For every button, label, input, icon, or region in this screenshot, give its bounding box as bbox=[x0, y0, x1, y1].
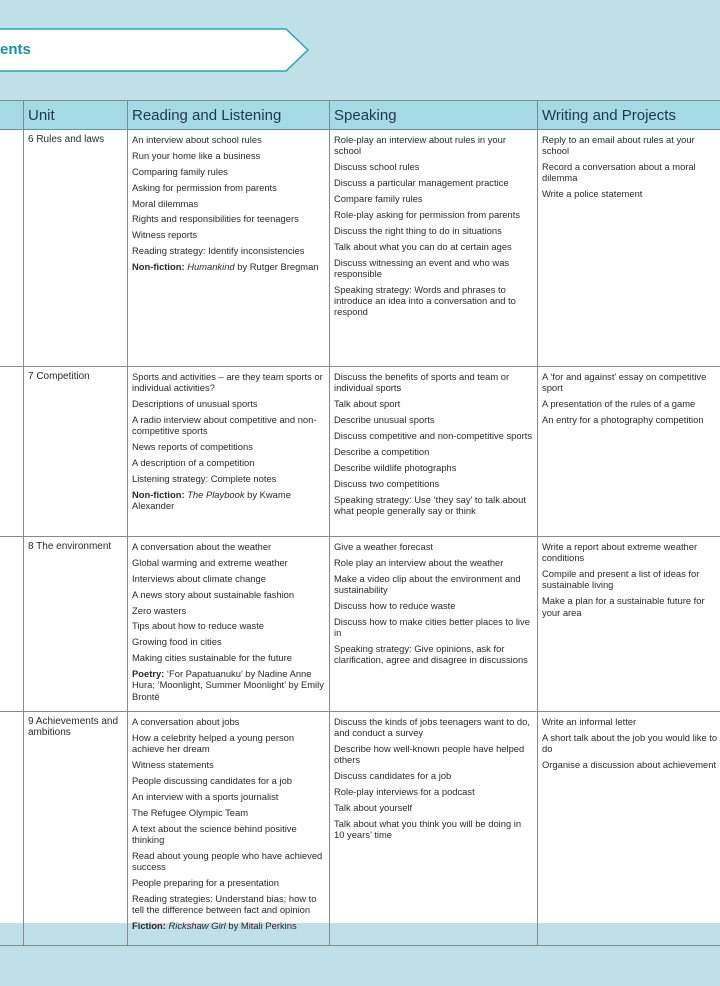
list-item: Write an informal letter bbox=[542, 716, 637, 727]
reading-cell bbox=[128, 367, 330, 537]
list-item: Discuss two competitions bbox=[334, 477, 440, 489]
list-item: Role-play interviews for a podcast bbox=[334, 786, 475, 798]
list-item: Give a weather forecast bbox=[334, 541, 434, 552]
list-item: Role-play an interview about rules in your school bbox=[334, 134, 506, 157]
list-item: People preparing for a presentation bbox=[132, 877, 279, 889]
literature-label: Fiction: bbox=[132, 920, 166, 932]
list-item: Reply to an email about rules at your school bbox=[542, 134, 695, 157]
list-item: Listening strategy: Complete notes bbox=[132, 473, 277, 485]
list-item: Growing food in cities bbox=[132, 636, 222, 648]
list-item: A conversation about the weather bbox=[132, 541, 272, 552]
list-item: A ‘for and against’ essay on competitive sport bbox=[542, 371, 707, 394]
unit-cell: 6 Rules and laws bbox=[24, 130, 128, 367]
list-item: Compare family rules bbox=[334, 192, 423, 204]
literature-item bbox=[132, 668, 325, 702]
list-item: Talk about sport bbox=[334, 398, 401, 410]
list-item: Describe unusual sports bbox=[334, 414, 435, 426]
list-item: Discuss witnessing an event and who was responsible bbox=[334, 256, 510, 279]
list-item: A conversation about jobs bbox=[132, 716, 240, 727]
list-item: Discuss the right thing to do in situations bbox=[334, 224, 502, 236]
list-item: Global warming and extreme weather bbox=[132, 556, 288, 568]
list-item: Discuss a particular management practice bbox=[334, 177, 509, 189]
list-item: Run your home like a business bbox=[132, 149, 261, 161]
list-item: Record a conversation about a moral dilemma bbox=[542, 161, 696, 184]
list-item: The Refugee Olympic Team bbox=[132, 806, 249, 818]
section-banner bbox=[0, 28, 310, 72]
list-item: An interview with a sports journalist bbox=[132, 790, 279, 802]
list-item: A short talk about the job you would like to do bbox=[542, 731, 718, 755]
unit-cell: 7 Competition bbox=[24, 367, 128, 537]
writing-cell bbox=[538, 537, 720, 712]
week-cell bbox=[0, 537, 24, 712]
week-cell bbox=[0, 130, 24, 367]
list-item: Speaking strategy: Words and phrases to introduce an idea into a conversation and to respond bbox=[334, 283, 516, 318]
list-item: Write a police statement bbox=[542, 188, 643, 200]
literature-author: by Kwame Alexander bbox=[132, 488, 291, 512]
table-row bbox=[0, 712, 720, 946]
literature-author: by Rutger Bregman bbox=[234, 261, 319, 273]
list-item: Discuss how to make cities better places to live in bbox=[334, 615, 530, 639]
week-cell bbox=[0, 712, 24, 946]
list-item: People discussing candidates for a job bbox=[132, 774, 292, 786]
literature-item bbox=[132, 489, 325, 512]
literature-item bbox=[132, 920, 325, 931]
list-item: Organise a discussion about achievement bbox=[542, 759, 717, 771]
literature-label: Non-fiction: bbox=[132, 488, 185, 500]
speaking-cell bbox=[330, 537, 538, 712]
banner-title: ents bbox=[0, 41, 31, 58]
contents-table bbox=[0, 100, 720, 946]
list-item: Discuss school rules bbox=[334, 161, 420, 173]
list-item: Discuss the kinds of jobs teenagers want to do, and conduct a survey bbox=[334, 716, 530, 739]
reading-cell bbox=[128, 537, 330, 712]
list-item: Reading strategies: Understand bias; how to tell the difference between fact and opinion bbox=[132, 892, 317, 916]
list-item: Speaking strategy: Use ‘they say’ to talk about what people generally say or think bbox=[334, 493, 526, 516]
list-item: A description of a competition bbox=[132, 457, 255, 469]
header-unit: Unit bbox=[24, 101, 128, 130]
list-item: An entry for a photography competition bbox=[542, 414, 704, 426]
list-item: Tips about how to reduce waste bbox=[132, 620, 265, 632]
reading-cell bbox=[128, 712, 330, 946]
literature-title: Rickshaw Girl bbox=[168, 920, 226, 932]
list-item: Making cities sustainable for the future bbox=[132, 652, 292, 664]
list-item: Role-play asking for permission from parents bbox=[334, 208, 521, 220]
literature-item bbox=[132, 261, 325, 272]
list-item: Speaking strategy: Give opinions, ask for clarification, agree and disagree in discussions bbox=[334, 643, 528, 666]
list-item: Talk about what you can do at certain ages bbox=[334, 240, 512, 252]
list-item: Interviews about climate change bbox=[132, 572, 266, 584]
list-item: Discuss competitive and non-competitive sports bbox=[334, 429, 533, 441]
writing-cell bbox=[538, 130, 720, 367]
literature-title: The Playbook bbox=[187, 488, 245, 500]
table-row bbox=[0, 130, 720, 367]
speaking-cell bbox=[330, 367, 538, 537]
list-item: Describe how well-known people have helped others bbox=[334, 743, 525, 766]
unit-cell: 8 The environment bbox=[24, 537, 128, 712]
list-item: Talk about yourself bbox=[334, 802, 413, 814]
list-item: Discuss the benefits of sports and team or individual sports bbox=[334, 371, 510, 394]
list-item: Witness reports bbox=[132, 229, 198, 241]
list-item: News reports of competitions bbox=[132, 441, 253, 453]
literature-label: Non-fiction: bbox=[132, 261, 185, 273]
list-item: Talk about what you think you will be doing in 10 years’ time bbox=[334, 818, 522, 841]
list-item: Moral dilemmas bbox=[132, 197, 199, 209]
writing-cell bbox=[538, 367, 720, 537]
list-item: Describe wildlife photographs bbox=[334, 461, 457, 473]
speaking-cell bbox=[330, 712, 538, 946]
header-speaking: Speaking bbox=[330, 101, 538, 130]
list-item: A news story about sustainable fashion bbox=[132, 588, 295, 600]
literature-label: Poetry: bbox=[132, 668, 165, 680]
header-writing: Writing and Projects bbox=[538, 101, 720, 130]
list-item: Write a report about extreme weather conditions bbox=[542, 541, 698, 564]
list-item: Descriptions of unusual sports bbox=[132, 398, 258, 410]
list-item: Sports and activities – are they team sports or individual activities? bbox=[132, 371, 323, 394]
contents-page bbox=[0, 100, 720, 932]
list-item: How a celebrity helped a young person achieve her dream bbox=[132, 731, 295, 755]
list-item: Role play an interview about the weather bbox=[334, 556, 504, 568]
header-reading: Reading and Listening bbox=[128, 101, 330, 130]
list-item: Compile and present a list of ideas for sustainable living bbox=[542, 568, 700, 591]
list-item: Reading strategy: Identify inconsistencies bbox=[132, 245, 305, 257]
list-item: Discuss how to reduce waste bbox=[334, 599, 456, 611]
literature-title: Humankind bbox=[187, 261, 235, 273]
list-item: Discuss candidates for a job bbox=[334, 770, 452, 782]
list-item: Make a video clip about the environment and sustainability bbox=[334, 572, 521, 596]
reading-cell bbox=[128, 130, 330, 367]
literature-author: by Mitali Perkins bbox=[225, 920, 297, 932]
list-item: A radio interview about competitive and non-competitive sports bbox=[132, 414, 317, 437]
unit-cell: 9 Achievements and ambitions bbox=[24, 712, 128, 946]
list-item: Comparing family rules bbox=[132, 165, 228, 177]
table-row bbox=[0, 367, 720, 537]
week-cell bbox=[0, 367, 24, 537]
list-item: Asking for permission from parents bbox=[132, 181, 277, 193]
list-item: A text about the science behind positive thinking bbox=[132, 822, 297, 845]
list-item: Zero wasters bbox=[132, 604, 187, 616]
banner-arrow-shape bbox=[0, 28, 310, 72]
list-item: A presentation of the rules of a game bbox=[542, 398, 696, 410]
list-item: Witness statements bbox=[132, 759, 214, 771]
list-item: Describe a competition bbox=[334, 445, 430, 457]
table-row bbox=[0, 537, 720, 712]
writing-cell bbox=[538, 712, 720, 946]
list-item: An interview about school rules bbox=[132, 134, 262, 145]
list-item: Rights and responsibilities for teenagers bbox=[132, 213, 299, 225]
list-item: Make a plan for a sustainable future for your area bbox=[542, 595, 705, 618]
header-row bbox=[0, 101, 720, 130]
speaking-cell bbox=[330, 130, 538, 367]
header-week bbox=[0, 101, 24, 130]
list-item: Read about young people who have achieved success bbox=[132, 849, 323, 873]
literature-author: ‘For Papatuanuku’ by Nadine Anne Hura; ‘Moonlight, Summer Moonlight’ by Emily Brontë bbox=[132, 668, 324, 702]
